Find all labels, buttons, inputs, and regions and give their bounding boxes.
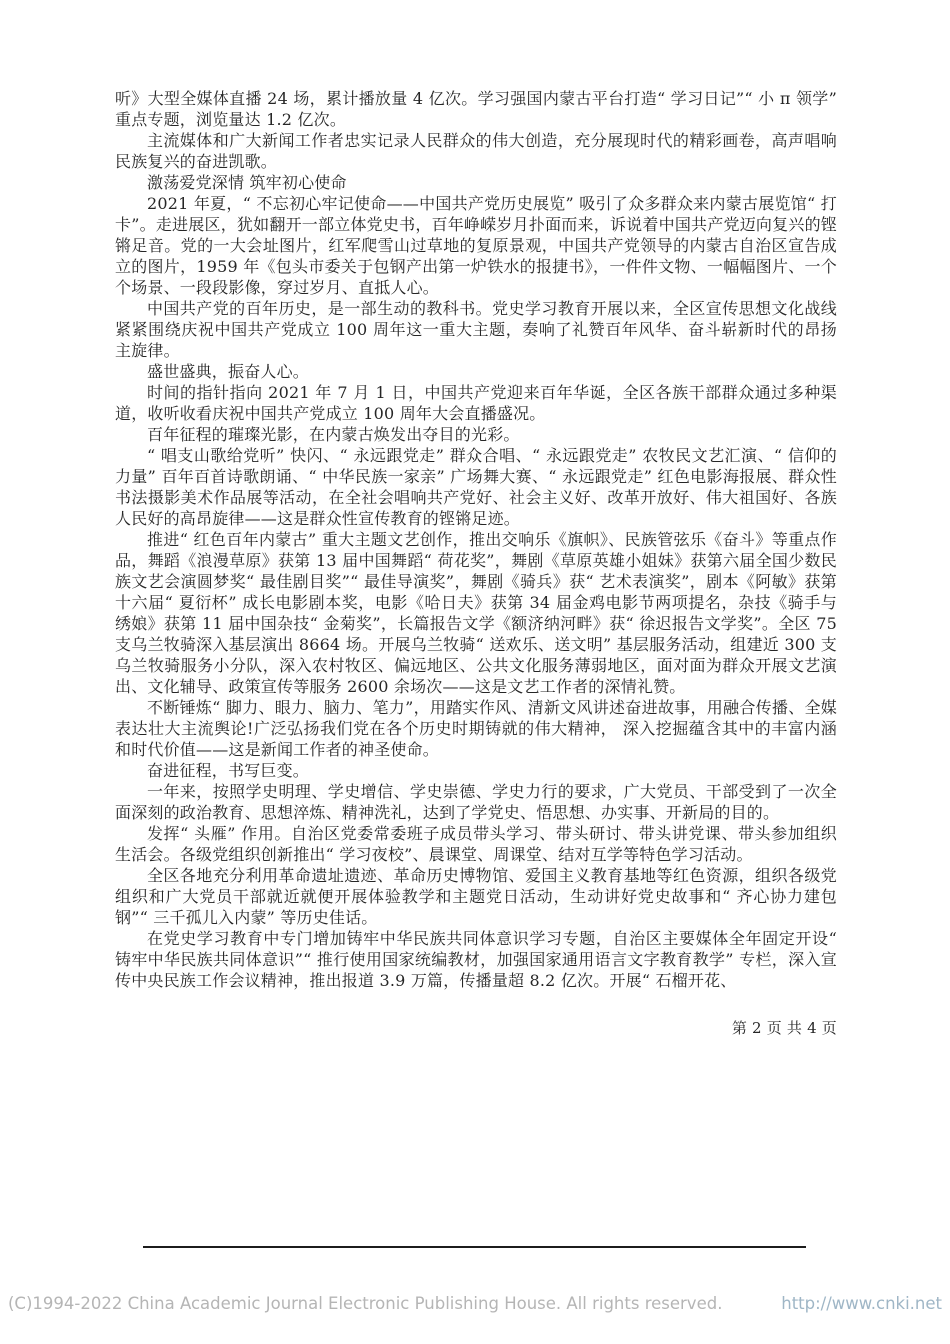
section-heading: 激荡爱党深情 筑牢初心使命 <box>147 173 347 192</box>
paragraph: 不断锤炼“ 脚力、眼力、脑力、笔力”，用踏实作风、清新文风讲述奋进故事，用融合传播、全媒表达壮大主流舆论!广泛弘扬我们党在各个历史时期铸就的伟大精神， 深入挖掘蕴含其中的丰富内涵和时代价值——这是新闻工作者的神圣使命。 <box>115 698 837 759</box>
paragraph: 在党史学习教育中专门增加铸牢中华民族共同体意识学习专题，自治区主要媒体全年固定开设“ 铸牢中华民族共同体意识”“ 推行使用国家统编教材，加强国家通用语言文字教育教学” 专栏，深入宣传中央民族工作会议精神，推出报道 3.9 万篇，传播量超 8.2 亿次。开展“ 石榴开花、 <box>115 929 837 990</box>
paragraph: 一年来，按照学史明理、学史增信、学史崇德、学史力行的要求，广大党员、干部受到了一次全面深刻的政治教育、思想淬炼、精神洗礼，达到了学党史、悟思想、办实事、开新局的目的。 <box>115 782 837 822</box>
paragraph: 中国共产党的百年历史，是一部生动的教科书。党史学习教育开展以来，全区宣传思想文化战线紧紧围绕庆祝中国共产党成立 100 周年这一重大主题，奏响了礼赞百年风华、奋斗崭新时代的昂扬主旋律。 <box>115 299 837 360</box>
paragraph: 百年征程的璀璨光影，在内蒙古焕发出夺目的光彩。 <box>147 425 520 444</box>
paragraph: 时间的指针指向 2021 年 7 月 1 日，中国共产党迎来百年华诞，全区各族干部群众通过多种渠道，收听收看庆祝中国共产党成立 100 周年大会直播盛况。 <box>115 383 837 423</box>
paragraph: 发挥“ 头雁” 作用。自治区党委常委班子成员带头学习、带头研讨、带头讲党课、带头参加组织生活会。各级党组织创新推出“ 学习夜校”、晨课堂、周课堂、结对互学等特色学习活动。 <box>115 824 837 864</box>
paragraph: “ 唱支山歌给党听” 快闪、“ 永远跟党走” 群众合唱、“ 永远跟党走” 农牧民文艺汇演、“ 信仰的力量” 百年百首诗歌朗诵、“ 中华民族一家亲” 广场舞大赛、“ 永远跟党走” 红色电影海报展、群众性书法摄影美术作品展等活动，在全社会唱响共产党好、社会主义好、改革开放好、伟大祖国好、各族人民好的高昂旋律——这是群众性宣传教育的铿锵足迹。 <box>115 446 837 528</box>
copyright-notice: (C)1994-2022 China Academic Journal Electronic Publishing House. All rights reserved. <box>8 1294 723 1313</box>
cnki-url: http://www.cnki.net <box>781 1294 942 1313</box>
page-number: 第 2 页 共 4 页 <box>731 1019 837 1037</box>
paragraph: 听》大型全媒体直播 24 场，累计播放量 4 亿次。学习强国内蒙古平台打造“ 学习日记”“ 小 π 领学” 重点专题，浏览量达 1.2 亿次。 <box>115 89 837 129</box>
paragraph: 全区各地充分利用革命遗址遗迹、革命历史博物馆、爱国主义教育基地等红色资源，组织各级党组织和广大党员干部就近就便开展体验教学和主题党日活动，生动讲好党史故事和“ 齐心协力建包钢”“ 三千孤儿入内蒙” 等历史佳话。 <box>115 866 837 927</box>
paragraph: 奋进征程，书写巨变。 <box>147 761 310 780</box>
watermark-bar <box>8 1294 942 1313</box>
paragraph: 推进“ 红色百年内蒙古” 重大主题文艺创作，推出交响乐《旗帜》、民族管弦乐《奋斗》等重点作品，舞蹈《浪漫草原》获第 13 届中国舞蹈“ 荷花奖”，舞剧《草原英雄小姐妹》获第六届全国少数民族文艺会演圆梦奖“ 最佳剧目奖”“ 最佳导演奖”，舞剧《骑兵》获“ 艺术表演奖”，剧本《阿敏》获第十六届“ 夏衍杯” 成长电影剧本奖，电影《哈日夫》获第 34 届金鸡电影节两项提名，杂技《骑手与绣娘》获第 11 届中国杂技“ 金菊奖”，长篇报告文学《额济纳河畔》获“ 徐迟报告文学奖”。全区 75 支乌兰牧骑深入基层演出 8664 场。开展乌兰牧骑“ 送欢乐、送文明” 基层服务活动，组建近 300 支乌兰牧骑服务小分队，深入农村牧区、偏远地区、公共文化服务薄弱地区，面对面为群众开展文艺演出、文化辅导、政策宣传等服务 2600 余场次——这是文艺工作者的深情礼赞。 <box>115 530 837 696</box>
article-body <box>115 88 837 1039</box>
paragraph: 主流媒体和广大新闻工作者忠实记录人民群众的伟大创造，充分展现时代的精彩画卷，高声唱响民族复兴的奋进凯歌。 <box>115 131 837 171</box>
paragraph: 盛世盛典，振奋人心。 <box>147 362 310 381</box>
footer-divider <box>143 1246 806 1248</box>
paragraph: 2021 年夏，“ 不忘初心牢记使命——中国共产党历史展览” 吸引了众多群众来内蒙古展览馆“ 打卡”。走进展区，犹如翻开一部立体党史书，百年峥嵘岁月扑面而来，诉说着中国共产党迈向复兴的铿锵足音。党的一大会址图片，红军爬雪山过草地的复原景观，中国共产党领导的内蒙古自治区宣告成立的图片，1959 年《包头市委关于包钢产出第一炉铁水的报捷书》，一件件文物、一幅幅图片、一个个场景、一段段影像，穿过岁月、直抵人心。 <box>115 194 837 297</box>
